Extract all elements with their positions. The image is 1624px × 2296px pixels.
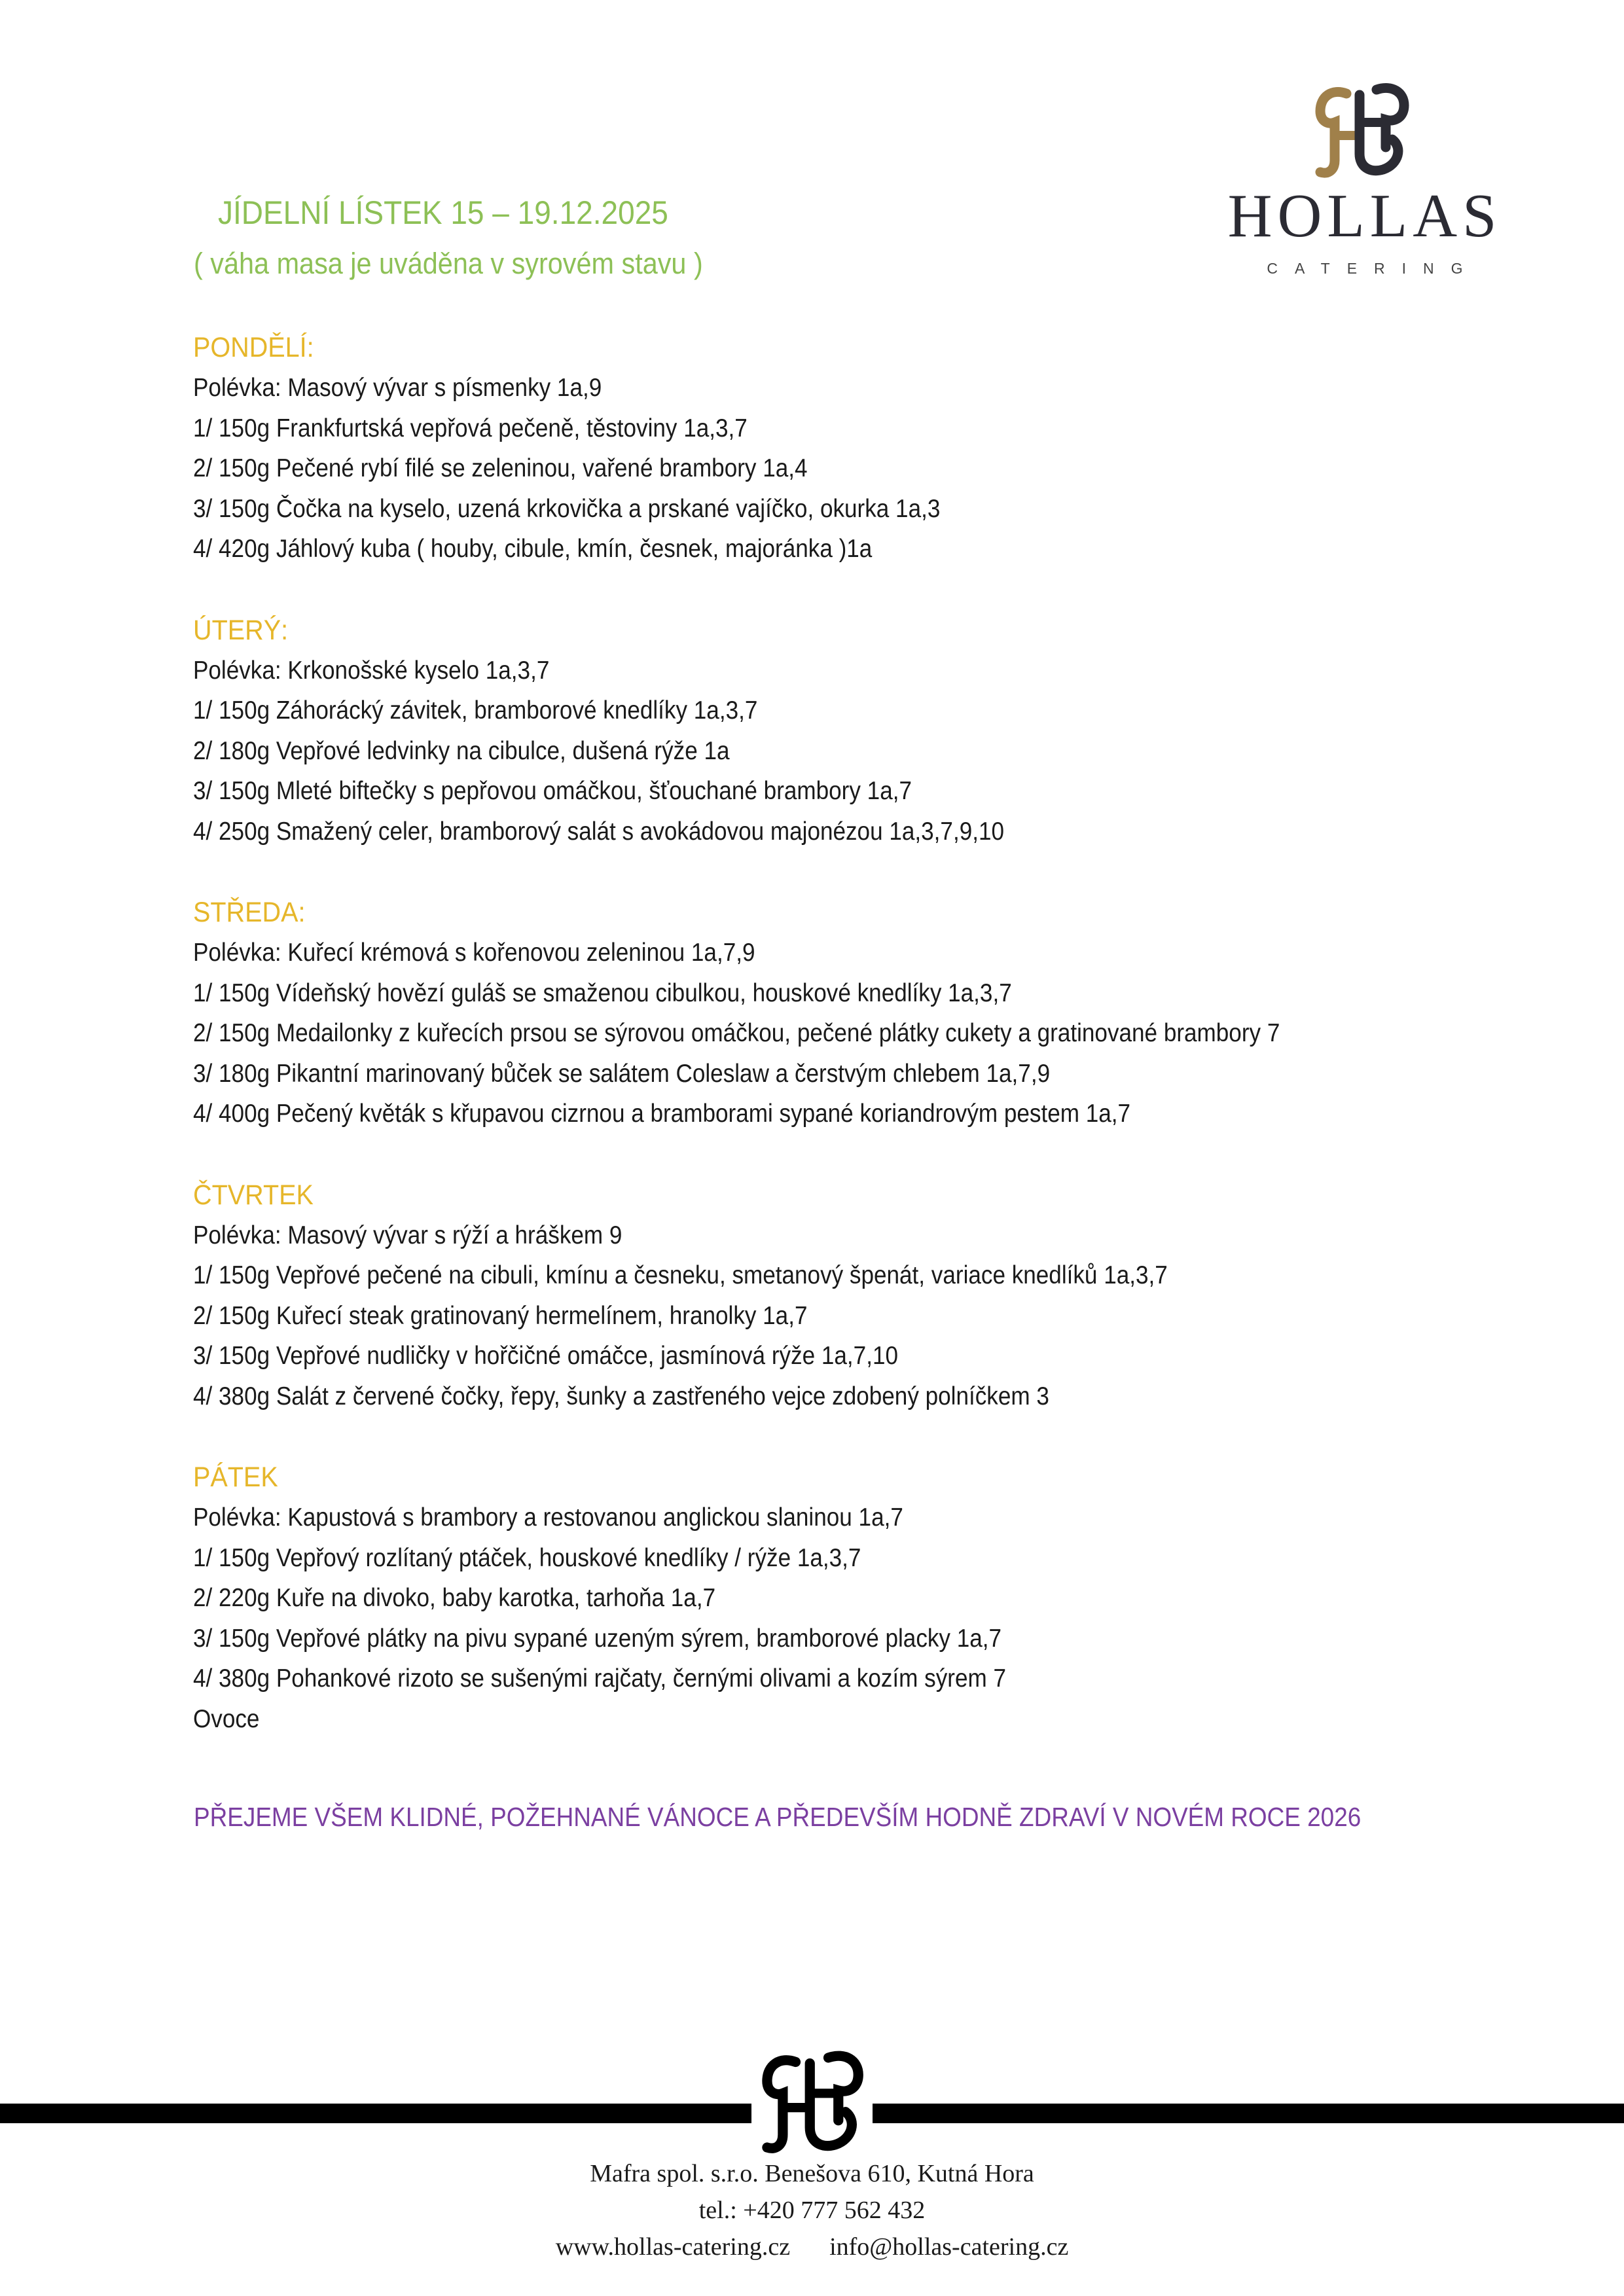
menu-item: Ovoce <box>193 1704 260 1733</box>
hollas-hh-monogram-icon <box>751 2049 873 2157</box>
menu-item: 1/ 150g Vepřové pečené na cibuli, kmínu a česneku, smetanový špenát, variace knedlíků 1a,3,7 <box>193 1261 1168 1289</box>
menu-subtitle: ( váha masa je uváděna v syrovém stavu ) <box>194 247 703 280</box>
footer-phone: tel.: +420 777 562 432 <box>698 2197 926 2224</box>
menu-item: 1/ 150g Vídeňský hovězí guláš se smaženou cibulkou, houskové knedlíky 1a,3,7 <box>193 978 1012 1007</box>
menu-title: JÍDELNÍ LÍSTEK 15 – 19.12.2025 <box>218 194 668 231</box>
menu-item: 2/ 150g Kuřecí steak gratinovaný hermelínem, hranolky 1a,7 <box>193 1301 808 1330</box>
menu-item: 4/ 400g Pečený květák s křupavou cizrnou a bramborami sypané koriandrovým pestem 1a,7 <box>193 1100 1131 1128</box>
footer-contact <box>0 2155 1624 2265</box>
menu-item: 4/ 380g Pohankové rizoto se sušenými rajčaty, černými olivami a kozím sýrem 7 <box>193 1664 1006 1693</box>
hollas-logo <box>1218 82 1512 291</box>
hollas-hh-monogram-icon <box>1306 82 1417 180</box>
menu-item: 3/ 150g Vepřové plátky na pivu sypané uzeným sýrem, bramborové placky 1a,7 <box>193 1624 1002 1653</box>
menu-item: 4/ 420g Jáhlový kuba ( houby, cibule, kmín, česnek, majoránka )1a <box>193 535 873 563</box>
menu-item: 1/ 150g Záhorácký závitek, bramborové knedlíky 1a,3,7 <box>193 696 758 725</box>
weekly-menu <box>193 327 1502 1780</box>
logo-subtitle: CATERING <box>1267 260 1480 277</box>
menu-item: 1/ 150g Frankfurtská vepřová pečeně, těstoviny 1a,3,7 <box>193 414 748 442</box>
menu-item: 2/ 150g Medailonky z kuřecích prsou se sýrovou omáčkou, pečené plátky cukety a gratinované brambory 7 <box>193 1019 1280 1047</box>
menu-item: 3/ 150g Čočka na kyselo, uzená krkovička a prskané vajíčko, okurka 1a,3 <box>193 494 941 523</box>
menu-item: 3/ 150g Vepřové nudličky v hořčičné omáčce, jasmínová rýže 1a,7,10 <box>193 1342 899 1370</box>
menu-item: 4/ 250g Smažený celer, bramborový salát s avokádovou majonézou 1a,3,7,9,10 <box>193 817 1005 846</box>
day-name: PONDĚLÍ: <box>193 332 314 363</box>
menu-item: Polévka: Masový vývar s rýží a hráškem 9 <box>193 1221 623 1249</box>
logo-brand: HOLLAS <box>1227 182 1502 250</box>
footer-email-link[interactable]: info@hollas-catering.cz <box>829 2233 1069 2261</box>
menu-item: 2/ 150g Pečené rybí filé se zeleninou, vařené brambory 1a,4 <box>193 454 808 482</box>
menu-item: 3/ 180g Pikantní marinovaný bůček se salátem Coleslaw a čerstvým chlebem 1a,7,9 <box>193 1059 1051 1088</box>
menu-item: Polévka: Krkonošské kyselo 1a,3,7 <box>193 656 550 685</box>
footer-address: Mafra spol. s.r.o. Benešova 610, Kutná Hora <box>590 2160 1034 2187</box>
menu-item: 2/ 220g Kuře na divoko, baby karotka, tarhoňa 1a,7 <box>193 1584 716 1612</box>
menu-item: 1/ 150g Vepřový rozlítaný ptáček, houskové knedlíky / rýže 1a,3,7 <box>193 1543 861 1572</box>
footer-web-link[interactable]: www.hollas-catering.cz <box>555 2233 791 2261</box>
menu-item: 4/ 380g Salát z červené čočky, řepy, šunky a zastřeného vejce zdobený polníčkem 3 <box>193 1382 1049 1410</box>
day-friday <box>193 1457 1502 1739</box>
day-name: PÁTEK <box>193 1462 278 1493</box>
day-tuesday <box>193 610 1502 852</box>
footer-monogram <box>751 2049 873 2157</box>
menu-item: Polévka: Kapustová s brambory a restovanou anglickou slaninou 1a,7 <box>193 1503 903 1532</box>
day-name: ČTVRTEK <box>193 1179 314 1211</box>
day-monday <box>193 327 1502 569</box>
menu-item: Polévka: Kuřecí krémová s kořenovou zeleninou 1a,7,9 <box>193 939 755 967</box>
day-name: STŘEDA: <box>193 897 306 928</box>
menu-item: 2/ 180g Vepřové ledvinky na cibulce, dušená rýže 1a <box>193 736 730 765</box>
day-thursday <box>193 1175 1502 1417</box>
day-wednesday <box>193 892 1502 1134</box>
menu-item: 3/ 150g Mleté biftečky s pepřovou omáčkou, šťouchané brambory 1a,7 <box>193 777 912 805</box>
day-name: ÚTERÝ: <box>193 614 289 646</box>
menu-item: Polévka: Masový vývar s písmenky 1a,9 <box>193 374 602 402</box>
holiday-wish: PŘEJEME VŠEM KLIDNÉ, POŽEHNANÉ VÁNOCE A PŘEDEVŠÍM HODNĚ ZDRAVÍ V NOVÉM ROCE 2026 <box>194 1802 1362 1832</box>
footer-links <box>0 2229 1624 2265</box>
